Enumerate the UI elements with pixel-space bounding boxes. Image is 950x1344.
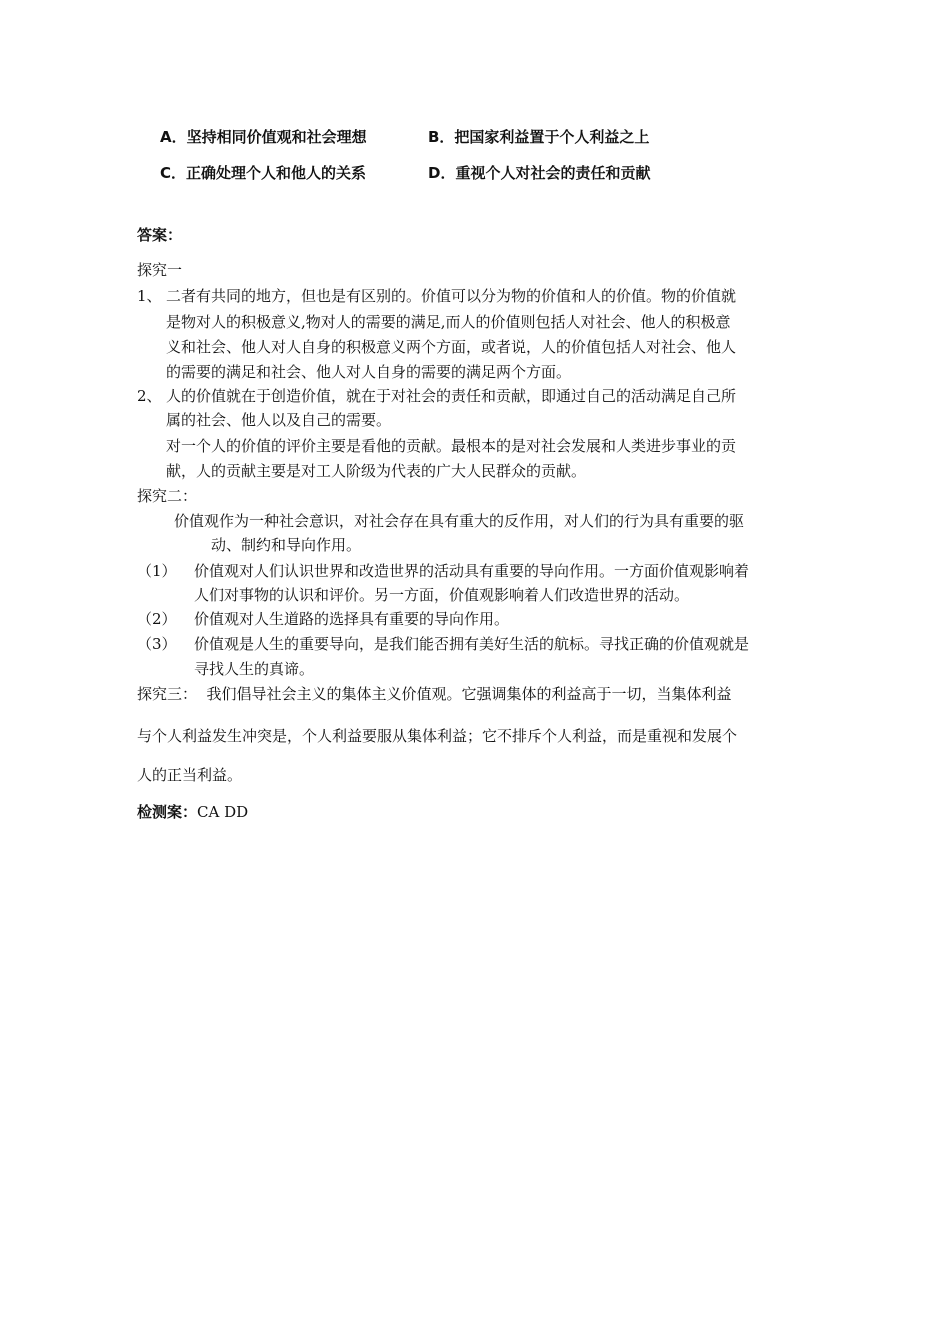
explore2-p1-line: 人们对事物的认识和评价。另一方面，价值观影响着人们改造世界的活动。 <box>194 586 690 604</box>
option-b: B．把国家利益置于个人利益之上 <box>428 128 650 146</box>
explore3-line: 探究三： 我们倡导社会主义的集体主义价值观。它强调集体的利益高于一切，当集体利益 <box>137 685 732 703</box>
option-d: D．重视个人对社会的责任和贡献 <box>428 164 651 182</box>
explore1-item1-line: 的需要的满足和社会、他人对人自身的需要的满足两个方面。 <box>166 363 572 381</box>
explore2-p1-num: （1） <box>137 562 177 580</box>
explore3-line: 与个人利益发生冲突是，个人利益要服从集体利益；它不排斥个人利益，而是重视和发展个 <box>137 727 738 745</box>
explore1-item2-line: 对一个人的价值的评价主要是看他的贡献。最根本的是对社会发展和人类进步事业的贡 <box>166 437 737 455</box>
explore2-title: 探究二： <box>137 487 198 505</box>
explore2-p3-num: （3） <box>137 635 177 653</box>
explore2-intro-line: 价值观作为一种社会意识，对社会存在具有重大的反作用，对人们的行为具有重要的驱 <box>174 512 745 530</box>
answer-heading: 答案： <box>137 226 183 244</box>
explore2-p3-line: 寻找人生的真谛。 <box>194 660 315 678</box>
option-c: C．正确处理个人和他人的关系 <box>160 164 367 182</box>
explore1-item1-line: 是物对人的积极意义,物对人的需要的满足,而人的价值则包括人对社会、他人的积极意 <box>166 313 731 331</box>
explore1-title: 探究一 <box>137 261 183 279</box>
option-a: A．坚持相同价值观和社会理想 <box>160 128 367 146</box>
explore3-line: 人的正当利益。 <box>137 766 243 784</box>
check-label: 检测案： <box>137 803 198 821</box>
explore1-item2-line: 属的社会、他人以及自己的需要。 <box>166 411 392 429</box>
explore2-p2-line: 价值观对人生道路的选择具有重要的导向作用。 <box>194 610 510 628</box>
check-row <box>137 802 248 822</box>
explore2-p2-num: （2） <box>137 610 177 628</box>
explore2-p3-line: 价值观是人生的重要导向，是我们能否拥有美好生活的航标。寻找正确的价值观就是 <box>194 635 750 653</box>
explore1-item2-line: 献，人的贡献主要是对工人阶级为代表的广大人民群众的贡献。 <box>166 462 587 480</box>
explore1-item1-line: 义和社会、他人对人自身的积极意义两个方面，或者说，人的价值包括人对社会、他人 <box>166 338 737 356</box>
explore1-item1-line: 二者有共同的地方，但也是有区别的。价值可以分为物的价值和人的价值。物的价值就 <box>166 287 737 305</box>
explore1-item1-num: 1、 <box>137 287 162 305</box>
explore2-intro-line: 动、制约和导向作用。 <box>211 536 362 554</box>
explore1-item2-num: 2、 <box>137 387 162 405</box>
explore2-p1-line: 价值观对人们认识世界和改造世界的活动具有重要的导向作用。一方面价值观影响着 <box>194 562 750 580</box>
check-value: CA DD <box>197 803 249 821</box>
explore1-item2-line: 人的价值就在于创造价值，就在于对社会的责任和贡献，即通过自己的活动满足自己所 <box>166 387 737 405</box>
